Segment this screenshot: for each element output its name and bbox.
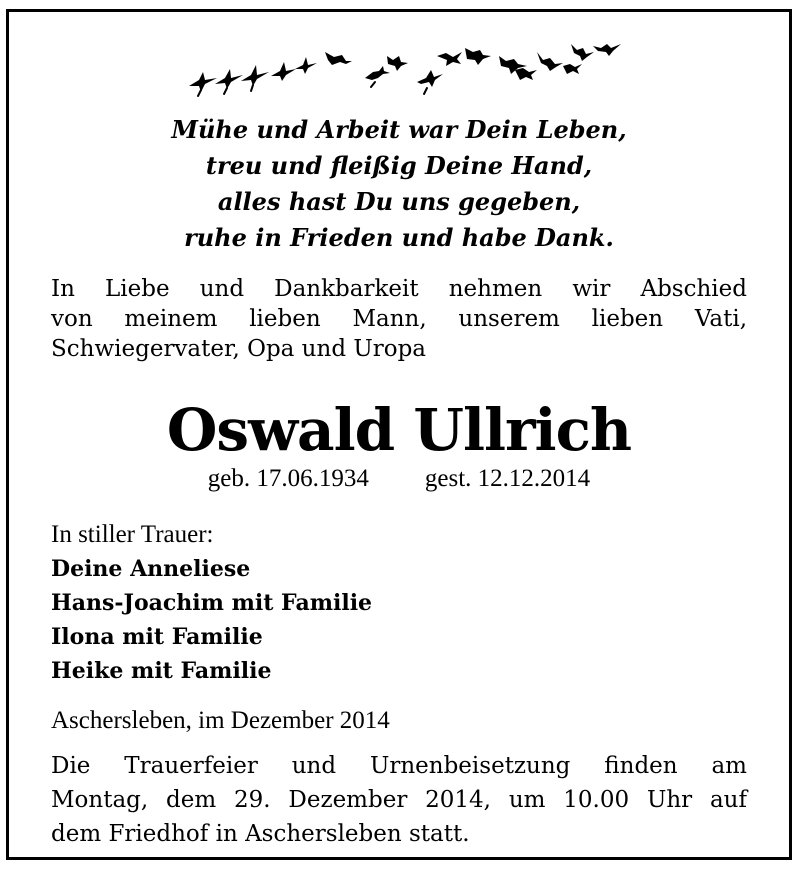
farewell-intro: [51, 274, 747, 364]
mourner-name: Heike mit Familie: [51, 658, 272, 684]
place-and-date: Aschersleben, im Dezember 2014: [51, 707, 390, 734]
memorial-poem: [9, 112, 789, 256]
poem-line: ruhe in Frieden und habe Dank.: [184, 223, 614, 252]
poem-line: treu und fleißig Deine Hand,: [205, 151, 593, 180]
mourners-list: [51, 518, 747, 688]
flying-birds-icon: [179, 34, 639, 104]
mourner-name: Deine Anneliese: [51, 556, 251, 582]
mourner-name: Ilona mit Familie: [51, 624, 263, 650]
intro-line: In Liebe und Dankbarkeit nehmen wir Abschied: [51, 276, 747, 302]
obituary-frame: [6, 9, 792, 860]
death-date: gest. 12.12.2014: [424, 465, 591, 492]
ceremony-line: dem Friedhof in Aschersleben statt.: [51, 821, 470, 847]
birth-date: geb. 17.06.1934: [207, 465, 369, 492]
ceremony-line: Montag, dem 29. Dezember 2014, um 10.00 Uhr auf: [51, 787, 747, 813]
intro-line: Schwiegervater, Opa und Uropa: [51, 336, 427, 362]
mourners-heading: In stiller Trauer:: [51, 521, 214, 548]
poem-line: Mühe und Arbeit war Dein Leben,: [171, 115, 627, 144]
life-dates: [9, 462, 789, 496]
mourner-name: Hans-Joachim mit Familie: [51, 590, 373, 616]
intro-line: von meinem lieben Mann, unserem lieben Vati,: [51, 306, 747, 332]
poem-line: alles hast Du uns gegeben,: [217, 187, 581, 216]
deceased-name: Oswald Ullrich: [166, 396, 632, 464]
ceremony-line: Die Trauerfeier und Urnenbeisetzung finden am: [51, 753, 747, 779]
ceremony-notice: [51, 749, 747, 851]
